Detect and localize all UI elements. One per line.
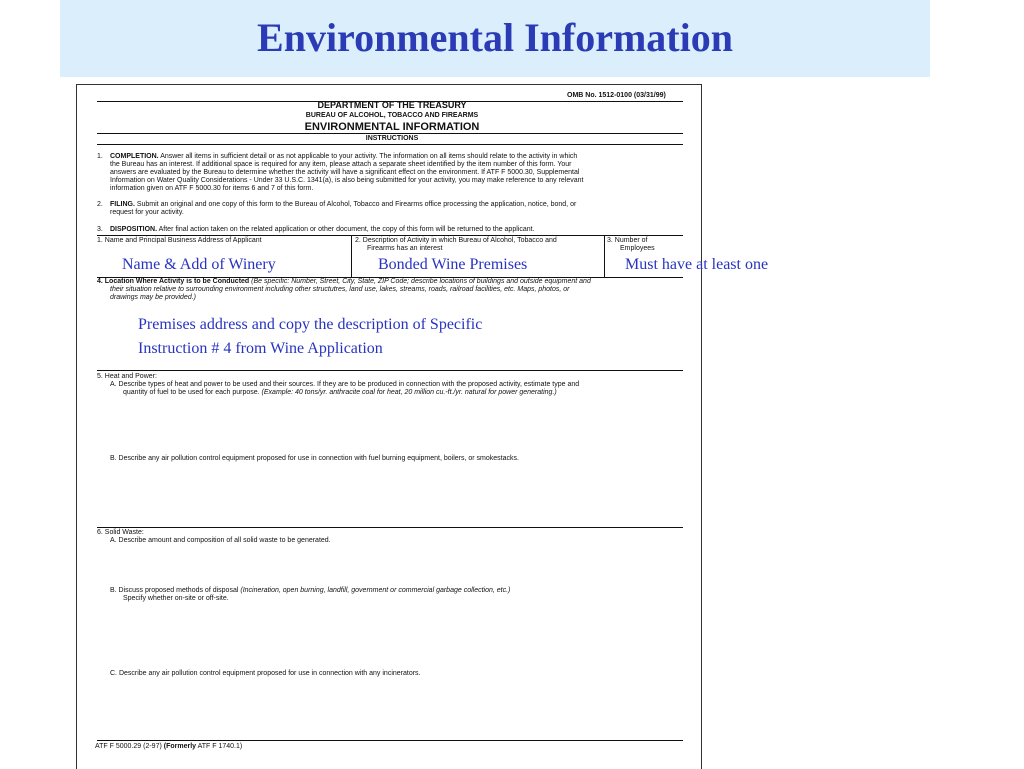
instruction-3-label: DISPOSITION. xyxy=(110,226,158,233)
instruction-3-text: After final action taken on the related application or other document, the copy of this form will be returned to the applicant. xyxy=(158,226,535,233)
field-4-annotation-continued: Instruction # 4 from Wine Application xyxy=(138,340,383,357)
field-2-label: 2. Description of Activity in which Bureau of Alcohol, Tobacco and xyxy=(355,237,557,244)
field-2-label-continued: Firearms has an interest xyxy=(367,245,443,252)
field-5-heading: 5. Heat and Power: xyxy=(97,373,157,380)
department-heading: DEPARTMENT OF THE TREASURY xyxy=(317,100,467,110)
instruction-3 xyxy=(110,226,535,234)
field-5a-example: (Example: 40 tons/yr. anthracite coal for heat, 20 million cu.-ft./yr. natural for power generating.) xyxy=(261,389,557,396)
field-6a-label: A. Describe amount and composition of all solid waste to be generated. xyxy=(110,537,331,544)
instruction-2-number: 2. xyxy=(97,201,103,208)
field-3-label: 3. Number of xyxy=(607,237,648,244)
instruction-1-line: Information on Water Quality Considerations - Under 33 U.S.C. 1341(a), is also being submitted for your activity, you may make reference to any relevant xyxy=(110,177,584,184)
title-banner xyxy=(60,0,930,77)
atf-form-image xyxy=(76,84,702,769)
instructions-rule xyxy=(97,144,683,145)
field-4-label: 4. Location Where Activity is to be Conducted (Be specific: Number, Street, City, State, ZIP Code; describe locations of buildings and outside equipment and xyxy=(97,278,591,285)
instruction-1-line: answers are evaluated by the Bureau to determine whether the activity will have a significant effect on the environment. If ATF F 5000.30, Supplemental xyxy=(110,169,580,176)
title-rule xyxy=(97,133,683,134)
field-1-annotation: Name & Add of Winery xyxy=(122,256,276,273)
instruction-2-line: Submit an original and one copy of this form to the Bureau of Alcohol, Tobacco and Firearms office processing the application, notice, bond, or xyxy=(136,201,577,208)
field-3-label-continued: Employees xyxy=(620,245,655,252)
instruction-1-line: information given on ATF F 5000.30 for items 6 and 7 of this form. xyxy=(110,185,314,192)
field-4-annotation: Premises address and copy the description of Specific xyxy=(138,316,483,333)
row-1-top-rule xyxy=(97,235,683,236)
instruction-1-label: COMPLETION. xyxy=(110,153,159,160)
field-5-bottom-rule xyxy=(97,527,683,528)
field-5b-label: B. Describe any air pollution control equipment proposed for use in connection with fuel burning equipment, boilers, or smokestacks. xyxy=(110,455,519,462)
instruction-2-line: request for your activity. xyxy=(110,209,184,216)
instruction-1-line: the Bureau has an interest. If additional space is required for any item, please attach a separate sheet identified by the item number of this form. Your xyxy=(110,161,572,168)
instruction-1-line: Answer all items in sufficient detail or as not applicable to your activity. The information on all items should relate to the activity in which xyxy=(160,153,578,160)
field-4-instruction: their situation relative to surrounding environment including other structutres, land use, lakes, streams, roads, railroad facilities, etc. Maps, photos, or xyxy=(110,286,570,293)
field-6b-examples: (Incineration, open burning, landfill, government or commercial garbage collection, etc.) xyxy=(240,587,511,594)
field-2-annotation: Bonded Wine Premises xyxy=(378,256,528,273)
field-4-bottom-rule xyxy=(97,370,683,371)
field-6c-label: C. Describe any air pollution control equipment proposed for use in connection with any incinerators. xyxy=(110,670,421,677)
field-3-annotation: Must have at least one xyxy=(625,256,769,273)
slide-title: Environmental Information xyxy=(257,15,733,60)
field-6-heading: 6. Solid Waste: xyxy=(97,529,144,536)
field-1-label: 1. Name and Principal Business Address of Applicant xyxy=(97,237,262,244)
field-divider xyxy=(351,235,352,277)
field-4-instruction: (Be specific: Number, Street, City, State, ZIP Code; describe locations of buildings and outside equipment and xyxy=(251,278,591,285)
instruction-2-label: FILING. xyxy=(110,201,135,208)
field-6b-label-continued: Specify whether on-site or off-site. xyxy=(123,595,229,602)
instructions-heading: INSTRUCTIONS xyxy=(365,135,419,142)
field-4-instruction: drawings may be provided.) xyxy=(110,294,196,301)
form-number-footer: ATF F 5000.29 (2-97) (Formerly ATF F 1740.1) xyxy=(95,743,243,750)
field-6b-label: B. Discuss proposed methods of disposal (Incineration, open burning, landfill, government or commercial garbage collection, etc.) xyxy=(110,587,511,594)
field-5a-label-continued: quantity of fuel to be used for each purpose. (Example: 40 tons/yr. anthracite coal for heat, 20 million cu.-ft./yr. natural for power generating.) xyxy=(123,389,557,396)
field-5a-label: A. Describe types of heat and power to be used and their sources. If they are to be produced in connection with the proposed activity, estimate type and xyxy=(110,381,580,388)
field-divider xyxy=(604,235,605,277)
instruction-1-number: 1. xyxy=(97,153,103,160)
omb-number: OMB No. 1512-0100 (03/31/99) xyxy=(567,92,666,99)
footer-rule xyxy=(97,740,683,741)
bureau-heading: BUREAU OF ALCOHOL, TOBACCO AND FIREARMS xyxy=(305,112,479,119)
form-title: ENVIRONMENTAL INFORMATION xyxy=(304,121,480,133)
instruction-3-number: 3. xyxy=(97,226,103,233)
